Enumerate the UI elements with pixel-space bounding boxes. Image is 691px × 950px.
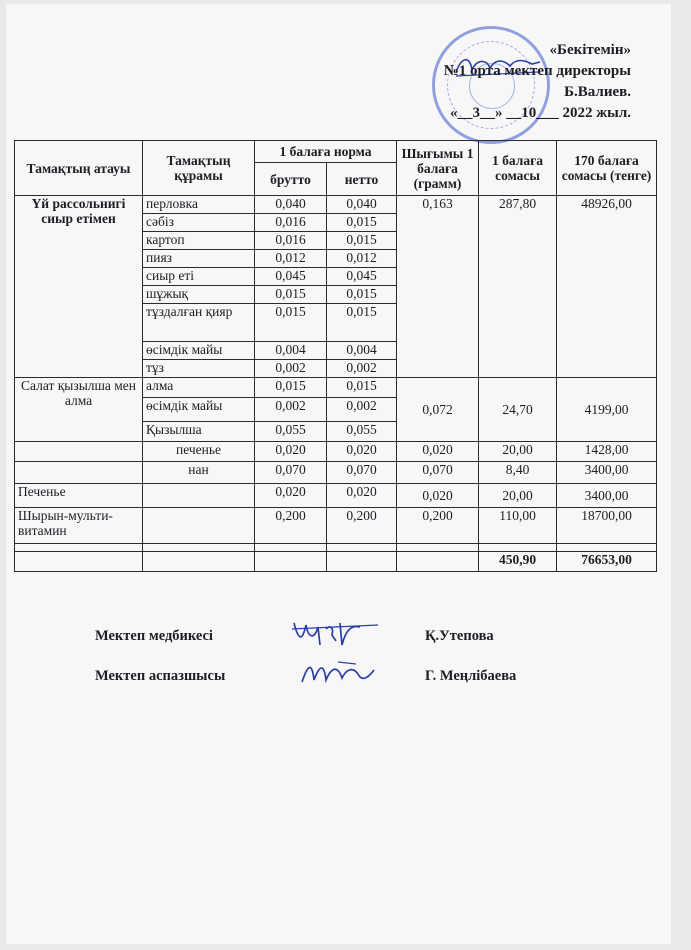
dish2-ing-1: өсімдік майы [143, 398, 255, 422]
bread-ing: нан [143, 462, 255, 484]
cookie-sum-one: 20,00 [479, 442, 557, 462]
dish2-brutto-1: 0,002 [255, 398, 327, 422]
pechene-sum-one: 20,00 [479, 484, 557, 508]
dish2-ing-2: Қызылша [143, 422, 255, 442]
syrup-output: 0,200 [397, 508, 479, 544]
bread-sum-one: 8,40 [479, 462, 557, 484]
dish2-netto-0: 0,015 [327, 378, 397, 398]
dish1-brutto-3: 0,012 [255, 250, 327, 268]
dish1-ing-1: сәбіз [143, 214, 255, 232]
dish1-netto-0: 0,040 [327, 196, 397, 214]
pechene-netto: 0,020 [327, 484, 397, 508]
approval-position: №1 орта мектеп директоры [443, 63, 631, 79]
cookie-ing: печенье [143, 442, 255, 462]
nurse-signature [290, 615, 380, 651]
pechene-output: 0,020 [397, 484, 479, 508]
cookie-netto: 0,020 [327, 442, 397, 462]
dish1-brutto-0: 0,040 [255, 196, 327, 214]
header-brutto: брутто [255, 163, 327, 196]
cookie-sum-170: 1428,00 [557, 442, 657, 462]
pechene-sum-170: 3400,00 [557, 484, 657, 508]
dish1-ing-0: перловка [143, 196, 255, 214]
bread-sum-170: 3400,00 [557, 462, 657, 484]
dish1-sum-170: 48926,00 [557, 196, 657, 378]
dish1-brutto-7: 0,004 [255, 342, 327, 360]
dish2-output: 0,072 [397, 378, 479, 442]
header-netto: нетто [327, 163, 397, 196]
dish1-brutto-5: 0,015 [255, 286, 327, 304]
dish1-ing-5: шұжық [143, 286, 255, 304]
dish2-sum-170: 4199,00 [557, 378, 657, 442]
approval-title: «Бекітемін» [549, 42, 631, 58]
header-composition: Тамақтың құрамы [143, 141, 255, 196]
dish1-brutto-4: 0,045 [255, 268, 327, 286]
cookie-output: 0,020 [397, 442, 479, 462]
cook-name: Г. Меңлібаева [425, 668, 517, 684]
syrup-sum-one: 110,00 [479, 508, 557, 544]
dish1-brutto-1: 0,016 [255, 214, 327, 232]
header-norm: 1 балаға норма [255, 141, 397, 163]
approval-date: «__3__» __10___ 2022 жыл. [449, 105, 631, 121]
total-sum-one: 450,90 [479, 552, 557, 572]
bread-netto: 0,070 [327, 462, 397, 484]
header-name: Тамақтың атауы [15, 141, 143, 196]
syrup-brutto: 0,200 [255, 508, 327, 544]
pechene-name: Печенье [15, 484, 143, 508]
dish1-ing-2: картоп [143, 232, 255, 250]
syrup-sum-170: 18700,00 [557, 508, 657, 544]
syrup-name: Шырын-мульти-витамин [15, 508, 143, 544]
dish1-brutto-2: 0,016 [255, 232, 327, 250]
dish1-netto-2: 0,015 [327, 232, 397, 250]
dish1-ing-7: өсімдік майы [143, 342, 255, 360]
dish1-sum-one: 287,80 [479, 196, 557, 378]
header-sum-170: 170 балаға сомасы (тенге) [557, 141, 657, 196]
dish1-netto-5: 0,015 [327, 286, 397, 304]
dish1-netto-1: 0,015 [327, 214, 397, 232]
dish1-ing-6: тұздалған қияр [143, 304, 255, 342]
dish2-brutto-2: 0,055 [255, 422, 327, 442]
header-output: Шығымы 1 балаға (грамм) [397, 141, 479, 196]
dish1-netto-3: 0,012 [327, 250, 397, 268]
menu-table [14, 140, 657, 572]
approval-director: Б.Валиев. [564, 84, 631, 100]
pechene-brutto: 0,020 [255, 484, 327, 508]
total-sum-170: 76653,00 [557, 552, 657, 572]
approval-block [444, 40, 631, 124]
nurse-name: Қ.Утепова [425, 628, 494, 644]
dish2-name: Салат қызылша мен алма [15, 378, 143, 442]
cook-line [95, 668, 517, 685]
bread-brutto: 0,070 [255, 462, 327, 484]
dish1-name: Үй рассольнигі сиыр етімен [15, 196, 143, 378]
dish2-sum-one: 24,70 [479, 378, 557, 442]
dish1-netto-4: 0,045 [327, 268, 397, 286]
dish1-netto-6: 0,015 [327, 304, 397, 342]
dish2-brutto-0: 0,015 [255, 378, 327, 398]
dish1-netto-8: 0,002 [327, 360, 397, 378]
bread-output: 0,070 [397, 462, 479, 484]
dish1-ing-3: пияз [143, 250, 255, 268]
dish1-brutto-6: 0,015 [255, 304, 327, 342]
cookie-brutto: 0,020 [255, 442, 327, 462]
dish2-netto-2: 0,055 [327, 422, 397, 442]
cook-title: Мектеп аспазшысы [95, 668, 226, 684]
dish1-ing-8: тұз [143, 360, 255, 378]
header-sum-one: 1 балаға сомасы [479, 141, 557, 196]
nurse-title: Мектеп медбикесі [95, 628, 213, 644]
dish1-netto-7: 0,004 [327, 342, 397, 360]
dish1-output: 0,163 [397, 196, 479, 378]
dish2-ing-0: алма [143, 378, 255, 398]
dish1-brutto-8: 0,002 [255, 360, 327, 378]
nurse-line [95, 628, 494, 645]
cook-signature [298, 656, 378, 688]
syrup-netto: 0,200 [327, 508, 397, 544]
dish2-netto-1: 0,002 [327, 398, 397, 422]
dish1-ing-4: сиыр еті [143, 268, 255, 286]
